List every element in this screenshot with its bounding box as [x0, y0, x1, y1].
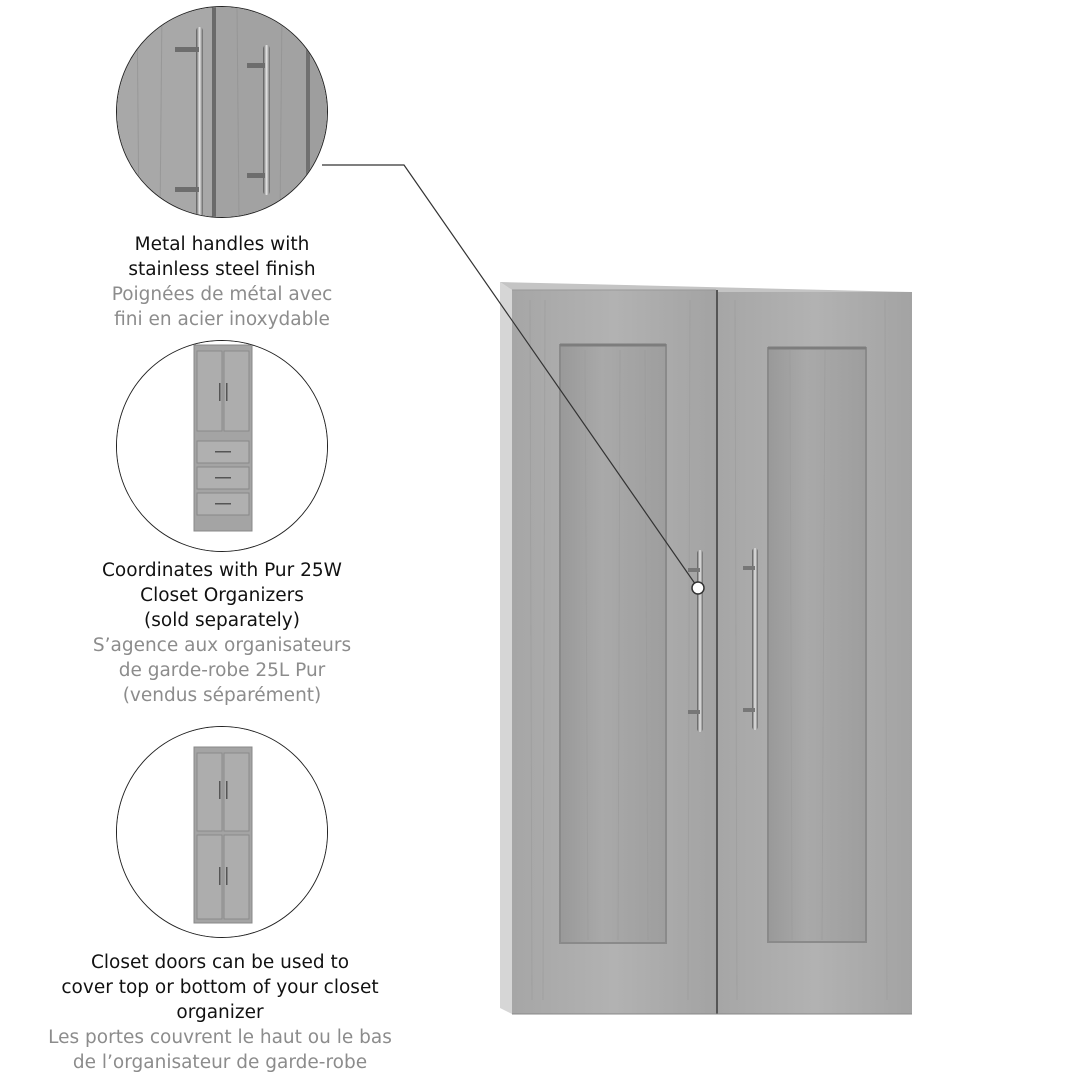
caption-en-line: Coordinates with Pur 25W: [102, 560, 342, 581]
caption-en-line: Closet doors can be used to: [90, 952, 350, 973]
caption-en-line: Metal handles with: [134, 234, 310, 255]
feature-circle-doors: [116, 726, 328, 938]
right-door: [718, 292, 912, 1014]
caption-fr-line: fini en acier inoxydable: [114, 309, 330, 330]
caption-handles: [2, 232, 442, 332]
caption-en-line: organizer: [176, 1002, 264, 1023]
caption-en-line: cover top or bottom of your closet: [61, 977, 379, 998]
feature-circle-organizer: [116, 340, 328, 552]
caption-en-line: (sold separately): [144, 610, 300, 631]
caption-fr-line: (vendus séparément): [122, 685, 322, 706]
caption-fr-line: S’agence aux organisateurs: [92, 635, 352, 656]
caption-closet-doors: [0, 950, 440, 1075]
organizer-with-doors-icon: [117, 727, 328, 938]
caption-fr-line: de l’organisateur de garde-robe: [72, 1052, 368, 1073]
feature-circle-handles: [116, 6, 328, 218]
left-door: [512, 290, 716, 1014]
caption-en-line: Closet Organizers: [140, 585, 304, 606]
caption-fr-line: Les portes couvrent le haut ou le bas: [48, 1027, 392, 1048]
caption-coordinates: [2, 558, 442, 708]
caption-fr-line: de garde-robe 25L Pur: [118, 660, 326, 681]
organizer-with-drawers-icon: [117, 341, 328, 552]
callout-dot: [692, 582, 704, 594]
caption-fr-line: Poignées de métal avec: [111, 284, 333, 305]
caption-en-line: stainless steel finish: [128, 259, 316, 280]
handle-closeup-icon: [117, 7, 328, 218]
